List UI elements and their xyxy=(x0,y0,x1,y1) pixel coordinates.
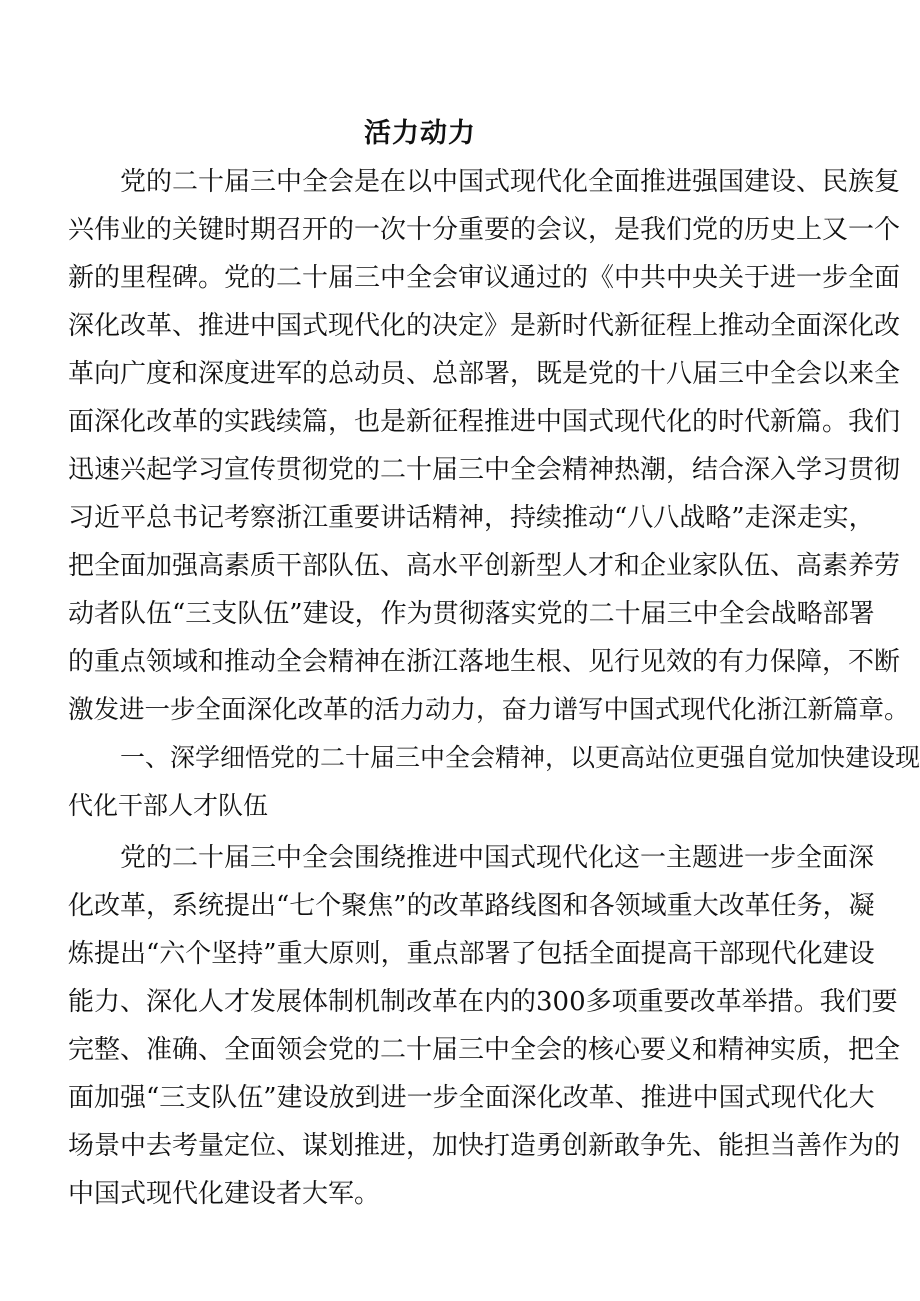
paragraph-line: 深化改革、推进中国式现代化的决定》是新时代新征程上推动全面深化改 xyxy=(68,311,901,341)
paragraph-line: 革向广度和深度进军的总动员、总部署，既是党的十八届三中全会以来全 xyxy=(68,359,901,389)
heading-line: 一、深学细悟党的二十届三中全会精神，以更高站位更强自觉加快建设现 xyxy=(120,743,920,772)
paragraph-line: 面深化改革的实践续篇，也是新征程推进中国式现代化的时代新篇。我们 xyxy=(68,407,901,437)
paragraph-line: 迅速兴起学习宣传贯彻党的二十届三中全会精神热潮，结合深入学习贯彻 xyxy=(68,455,901,485)
paragraph-line: 的重点领域和推动全会精神在浙江落地生根、见行见效的有力保障，不断 xyxy=(68,647,901,677)
paragraph-line: 动者队伍“三支队伍”建设，作为贯彻落实党的二十届三中全会战略部署 xyxy=(68,599,875,629)
paragraph-line: 中国式现代化建设者大军。 xyxy=(68,1179,381,1209)
paragraph-line: 新的里程碑。党的二十届三中全会审议通过的《中共中央关于进一步全面 xyxy=(68,263,901,293)
paragraph-line: 激发进一步全面深化改革的活力动力，奋力谱写中国式现代化浙江新篇章。 xyxy=(68,695,910,725)
paragraph-line: 党的二十届三中全会是在以中国式现代化全面推进强国建设、民族复 xyxy=(120,167,901,197)
paragraph-line: 兴伟业的关键时期召开的一次十分重要的会议，是我们党的历史上又一个 xyxy=(68,215,901,245)
paragraph-line: 党的二十届三中全会围绕推进中国式现代化这一主题进一步全面深 xyxy=(120,843,875,873)
document-title: 活力动力 xyxy=(364,118,476,149)
paragraph-line: 能力、深化人才发展体制机制改革在内的300多项重要改革举措。我们要 xyxy=(68,987,898,1017)
paragraph-line: 把全面加强高素质干部队伍、高水平创新型人才和企业家队伍、高素养劳 xyxy=(68,551,901,581)
paragraph-line: 炼提出“六个坚持”重大原则，重点部署了包括全面提高干部现代化建设 xyxy=(68,939,875,969)
paragraph-line: 场景中去考量定位、谋划推进，加快打造勇创新敢争先、能担当善作为的 xyxy=(68,1131,901,1161)
paragraph-line: 习近平总书记考察浙江重要讲话精神，持续推动“八八战略”走深走实， xyxy=(68,503,875,533)
paragraph-line: 完整、准确、全面领会党的二十届三中全会的核心要义和精神实质，把全 xyxy=(68,1035,901,1065)
paragraph-line: 面加强“三支队伍”建设放到进一步全面深化改革、推进中国式现代化大 xyxy=(68,1083,875,1113)
paragraph-line: 化改革，系统提出“七个聚焦”的改革路线图和各领域重大改革任务，凝 xyxy=(68,891,875,921)
heading-line: 代化干部人才队伍 xyxy=(68,791,269,820)
